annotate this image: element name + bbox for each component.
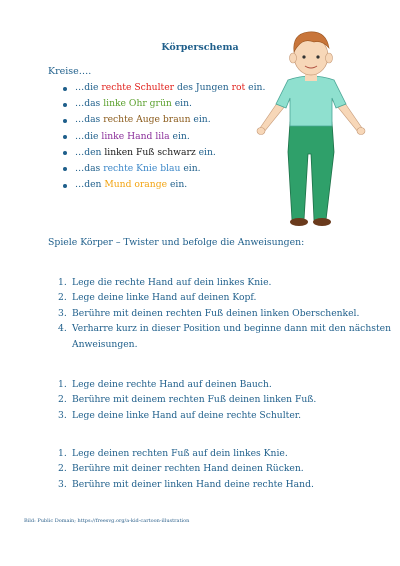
step-text: Berühre mit deinem rechten Fuß deinen linken Fuß. xyxy=(72,394,317,406)
coloring-instruction-item xyxy=(75,161,265,177)
twister-step xyxy=(58,461,392,476)
step-text: Verharre kurz in dieser Position und beginne dann mit den nächsten Anweisungen. xyxy=(72,323,391,350)
twister-step xyxy=(58,377,392,392)
instruction-text: …den xyxy=(75,146,105,158)
instruction-text: rechte Schulter xyxy=(101,82,175,93)
instruction-text: rechte Knie blau xyxy=(103,162,181,174)
instruction-text: …das xyxy=(75,162,104,174)
instruction-text: …das xyxy=(75,98,104,110)
step-text: Lege die rechte Hand auf dein linkes Knie. xyxy=(72,277,272,288)
step-text: Berühre mit deiner rechten Hand deinen Rücken. xyxy=(72,463,304,475)
twister-step xyxy=(58,321,392,352)
twister-step xyxy=(58,392,392,407)
coloring-instruction-item xyxy=(75,129,265,145)
step-number: 2. xyxy=(58,394,67,406)
instruction-text: lila xyxy=(155,130,170,142)
instruction-text: ein. xyxy=(169,130,190,142)
instruction-text: linke Ohr grün xyxy=(103,98,172,110)
step-number: 2. xyxy=(58,292,67,304)
coloring-instruction-item xyxy=(75,177,265,193)
twister-step xyxy=(58,446,392,461)
twister-step xyxy=(58,477,392,492)
step-number: 3. xyxy=(58,409,67,421)
coloring-instructions-list xyxy=(48,80,265,193)
instruction-text: …die xyxy=(75,130,102,142)
twister-step xyxy=(58,408,392,423)
boy-illustration xyxy=(252,20,370,232)
step-text: Berühre mit deiner linken Hand deine rechte Hand. xyxy=(72,478,314,490)
instruction-text: …die xyxy=(75,82,102,93)
kreise-label: Kreise…. xyxy=(48,66,92,77)
instruction-text: linken Fuß schwarz xyxy=(104,146,196,158)
step-number: 2. xyxy=(58,463,67,475)
step-text: Lege deine linke Hand auf deinen Kopf. xyxy=(72,292,257,304)
step-text: Berühre mit deinen rechten Fuß deinen linken Oberschenkel. xyxy=(72,307,360,319)
twister-steps-3 xyxy=(48,446,392,492)
pants-shape xyxy=(288,122,334,220)
instruction-text: linke Hand xyxy=(101,130,153,142)
instruction-text: rechte Auge braun xyxy=(103,114,191,126)
instruction-text: Mund orange xyxy=(104,179,168,191)
image-credit: Bild: Public Domain; https://freesvg.org/a-kid-cartoon-illustration xyxy=(24,518,190,524)
instruction-text: des Jungen xyxy=(174,82,232,93)
step-number: 1. xyxy=(58,379,67,390)
step-number: 3. xyxy=(58,478,67,490)
coloring-instruction-item xyxy=(75,80,265,96)
step-text: Lege deine rechte Hand auf deinen Bauch. xyxy=(72,379,272,390)
coloring-instruction-item xyxy=(75,145,265,161)
instruction-text: rot xyxy=(231,82,246,93)
instruction-text: …das xyxy=(75,114,104,126)
instruction-text: ein. xyxy=(190,114,211,126)
step-number: 1. xyxy=(58,448,67,459)
instruction-text: …den xyxy=(75,179,105,191)
twister-step xyxy=(58,275,392,290)
step-text: Lege deinen rechten Fuß auf dein linkes Knie. xyxy=(72,448,288,459)
twister-intro: Spiele Körper – Twister und befolge die Anweisungen: xyxy=(48,237,305,248)
instruction-text: ein. xyxy=(171,98,192,110)
coloring-instruction-item xyxy=(75,112,265,128)
instruction-text: ein. xyxy=(245,82,266,93)
instruction-text: ein. xyxy=(167,179,188,191)
twister-steps-2 xyxy=(48,377,392,423)
instruction-text: ein. xyxy=(180,162,201,174)
twister-steps-1 xyxy=(48,275,392,352)
page-title: Körperschema xyxy=(161,42,239,53)
coloring-instruction-item xyxy=(75,96,265,112)
instruction-text: ein. xyxy=(195,146,216,158)
step-number: 1. xyxy=(58,277,67,288)
twister-step xyxy=(58,290,392,305)
step-number: 3. xyxy=(58,307,67,319)
step-number: 4. xyxy=(58,323,67,335)
step-text: Lege deine linke Hand auf deine rechte Schulter. xyxy=(72,409,302,421)
twister-step xyxy=(58,306,392,321)
